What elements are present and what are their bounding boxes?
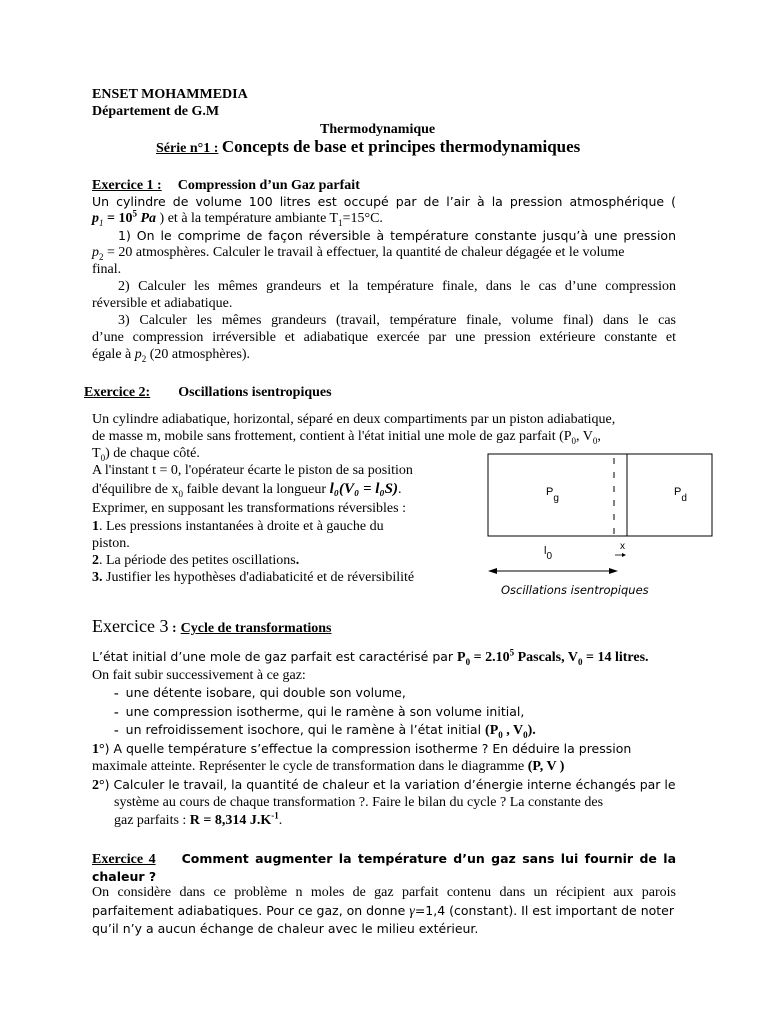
- ex1-q1-line3: final.: [92, 262, 122, 277]
- ex2-line3: $T_0$) de chaque côté.: [92, 446, 200, 463]
- ex2-q1-line1: 1. Les pressions instantanées à droite et à gauche du: [92, 518, 384, 534]
- ex3-intro-line2: On fait subir successivement à ce gaz:: [92, 667, 306, 683]
- ex1-q1-line1: 1) On le comprime de façon réversible à température constante jusqu’à une pression: [118, 228, 676, 243]
- ex4-body: [92, 884, 676, 938]
- ex4-title-line1: Exercice 4 Comment augmenter la température d’un gaz sans lui fournir de la: [92, 851, 677, 867]
- ex1-q2-line2: réversible et adiabatique.: [92, 296, 233, 311]
- label-pg: Pg: [546, 486, 559, 504]
- ex4-line3: qu’il n’y a aucun échange de chaleur avec le milieu extérieur.: [92, 921, 479, 936]
- ex2-q2: 2. La période des petites oscillations.: [92, 553, 300, 569]
- l0-arrow-left: [488, 568, 497, 574]
- x-arrow-head: [622, 553, 626, 557]
- series-title: Concepts de base et principes thermodynamiques: [221, 137, 581, 156]
- ex2-q3: 3. Justifier les hypothèses d'adiabaticité et de réversibilité: [92, 570, 415, 586]
- ex3-body: [92, 648, 676, 829]
- ex3-q2-line1: 2°) Calculer le travail, la quantité de chaleur et la variation d’énergie interne échangés par le: [92, 776, 676, 793]
- label-l0: l0: [544, 545, 553, 562]
- ex1-intro-line1: Un cylindre de volume 100 litres est occupé par de l’air à la pression atmosphérique (: [92, 194, 676, 209]
- diagram-caption: Oscillations isentropiques: [501, 583, 649, 597]
- series-heading: [156, 137, 580, 159]
- ex4-line2: parfaitement adiabatiques. Pour ce gaz, on donne γ=1,4 (constant). Il est important de noter: [92, 902, 675, 919]
- ex1-q3-line1: 3) Calculer les mêmes grandeurs (travail, température finale, volume final) dans le cas: [118, 313, 676, 328]
- ex2-line4: A l'instant t = 0, l'opérateur écarte le piston de sa position: [92, 463, 413, 478]
- ex1-q2-line1: 2) Calculer les mêmes grandeurs et la température finale, dans le cas d’une compression: [118, 279, 676, 294]
- ex1-body: [92, 193, 676, 363]
- ex4-label: Exercice 4: [92, 852, 156, 867]
- department-name: Département de G.M: [92, 104, 220, 119]
- ex3-title: Cycle de transformations: [180, 621, 332, 636]
- ex2-heading: [84, 384, 332, 402]
- school-name: ENSET MOHAMMEDIA: [92, 87, 248, 102]
- subject-title: Thermodynamique: [320, 122, 436, 137]
- ex2-title: Oscillations isentropiques: [178, 385, 332, 400]
- ex2-label: Exercice 2:: [84, 385, 151, 400]
- ex3-q1-line1: 1°) A quelle température s’effectue la compression isotherme ? En déduire la pression: [92, 740, 632, 757]
- ex1-q1-line2: $p_2 = 20$ atmosphères. Calculer le travail à effectuer, la quantité de chaleur dégagée et le volume: [92, 245, 625, 262]
- label-x: x: [620, 541, 625, 552]
- ex2-line6: Exprimer, en supposant les transformations réversibles :: [92, 501, 406, 517]
- ex3-intro-line1: L’état initial d’une mole de gaz parfait est caractérisé par $P_0 = 2.10^5$ Pascals, $V_0 = 14$ litres.: [92, 647, 649, 667]
- ex3-q1-line2: maximale atteinte. Représenter le cycle de transformation dans le diagramme (P, V ): [92, 759, 565, 774]
- ex3-q2-line2: système au cours de chaque transformation ?. Faire le bilan du cycle ? La constante des: [114, 795, 604, 810]
- ex2-line5: d'équilibre de $x_0$ faible devant la longueur l₀(V₀ = l₀S).: [92, 481, 402, 500]
- ex3-list-item-1: - une détente isobare, qui double son volume,: [114, 685, 406, 701]
- ex4-title-line2: chaleur ?: [92, 869, 157, 884]
- ex1-title: Compression d’un Gaz parfait: [177, 178, 360, 193]
- label-pd: Pd: [674, 486, 687, 504]
- ex3-list-item-3: - un refroidissement isochore, qui le ramène à l’état initial ($P_0$ , $V_0$).: [114, 722, 536, 740]
- ex2-questions: [92, 462, 472, 587]
- ex1-intro-line2: $p_1 = 10^5$ Pa ) et à la température ambiante $T_1=15^\circ C$.: [92, 208, 383, 228]
- ex1-q3-line2: d’une compression irréversible et adiabatique exercée par une pression extérieure constante et: [92, 330, 676, 345]
- ex4-heading: [92, 850, 676, 885]
- l0-arrow-right: [609, 568, 618, 574]
- ex4-line1: On considère dans ce problème n moles de gaz parfait contenu dans un récipient aux parois: [92, 885, 676, 900]
- ex2-line2: de masse m, mobile sans frottement, contient à l'état initial une mole de gaz parfait ($P_0$, $V_0$,: [92, 429, 601, 446]
- ex3-heading: Exercice 3 : Cycle de transformations: [92, 616, 332, 636]
- ex3-list-item-2: - une compression isotherme, qui le ramène à son volume initial,: [114, 703, 525, 720]
- ex1-label: Exercice 1 :: [92, 178, 162, 193]
- piston-diagram: [484, 450, 716, 580]
- ex2-q1-line2: piston.: [92, 535, 130, 551]
- series-label: Série n°1 :: [156, 141, 219, 156]
- ex2-line1: Un cylindre adiabatique, horizontal, séparé en deux compartiments par un piston adiabatique,: [92, 412, 616, 427]
- ex1-q3-line3: égale à $p_2$ (20 atmosphères).: [92, 347, 251, 364]
- ex3-label: Exercice 3: [92, 616, 169, 636]
- ex3-q2-line3: gaz parfaits : R = 8,314 $J.K^{-1}$.: [114, 809, 283, 828]
